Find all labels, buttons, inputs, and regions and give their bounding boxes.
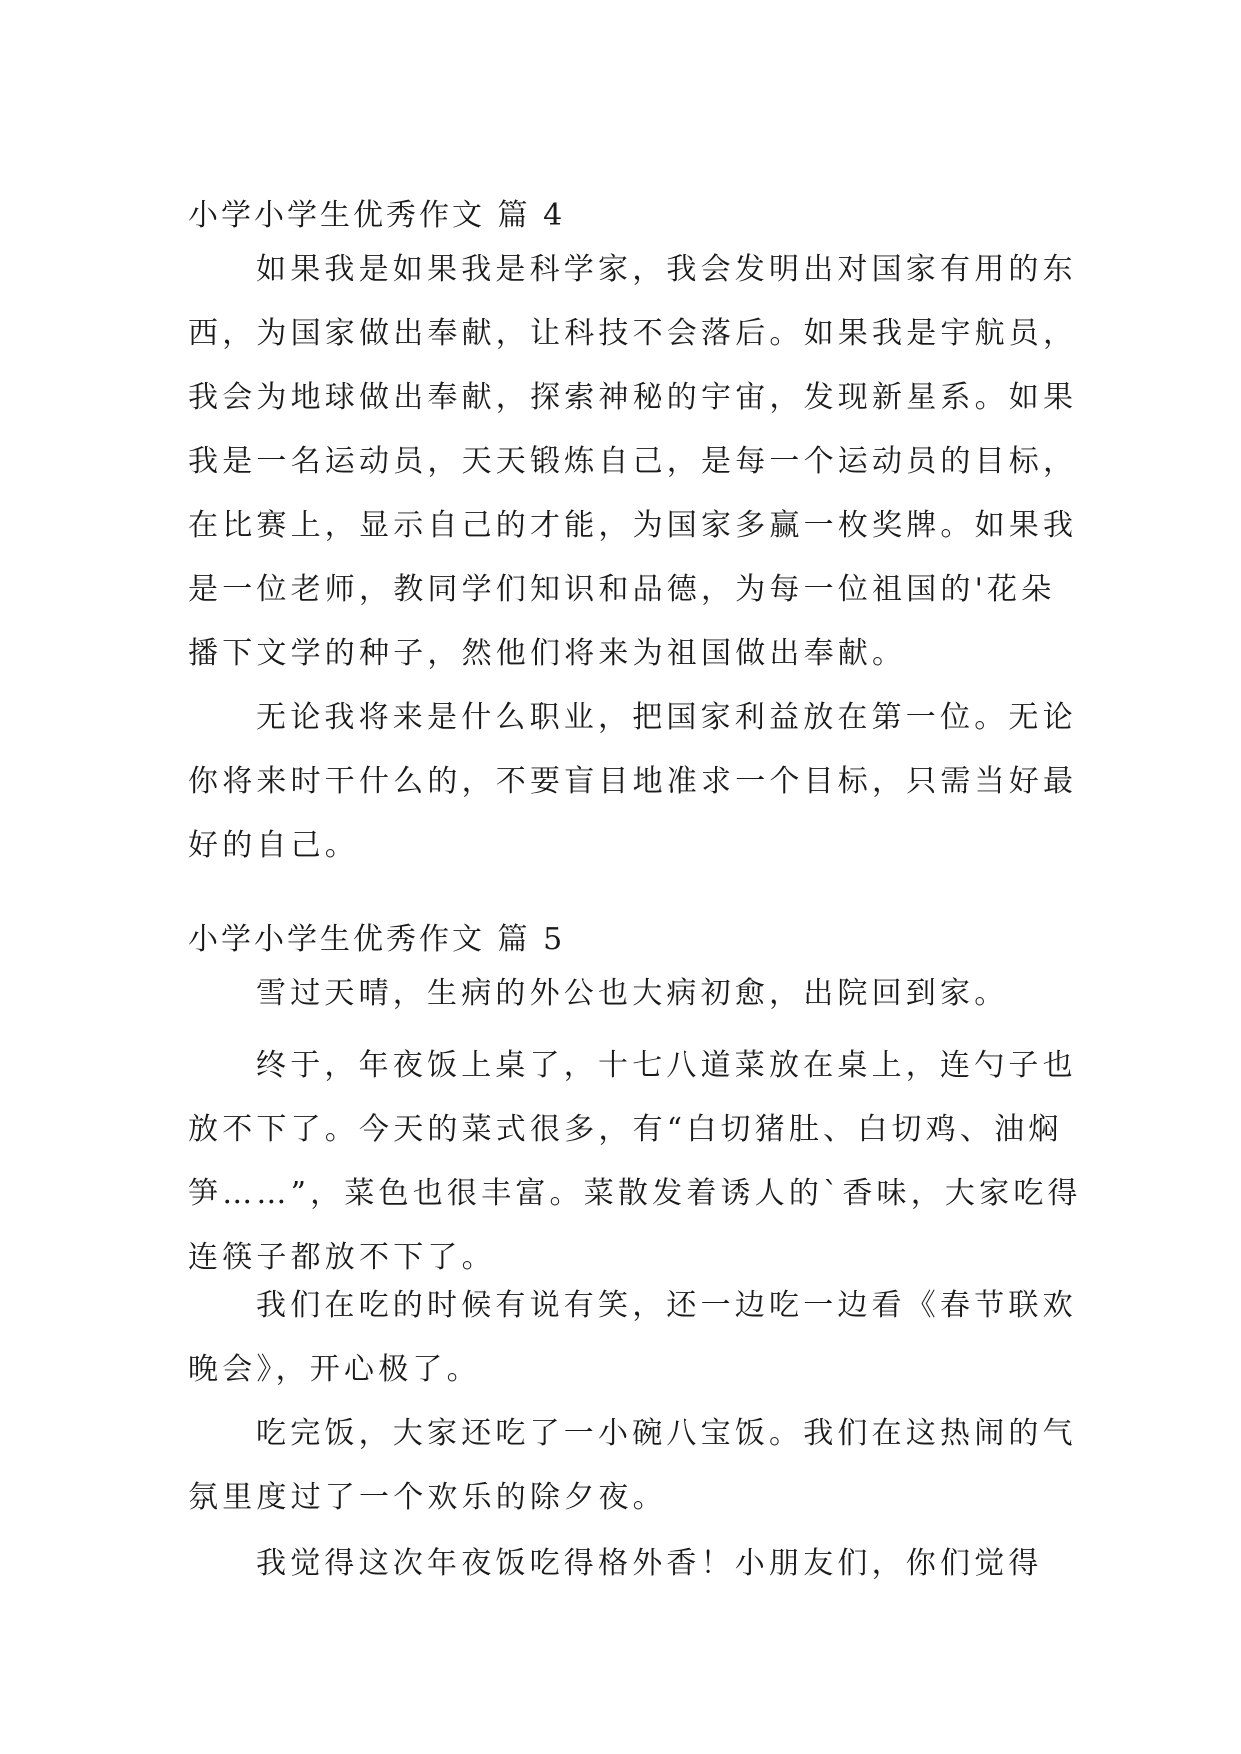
text-line: 我们在吃的时候有说有笑，还一边吃一边看《春节联欢 [256, 1288, 1077, 1323]
paragraph [188, 1274, 1077, 1402]
text-line: 播下文学的种子，然他们将来为祖国做出奉献。 [188, 636, 907, 671]
text-line: 晚会》，开心极了。 [188, 1352, 481, 1387]
text-line: 我会为地球做出奉献，探索神秘的宇宙，发现新星系。如果 [188, 380, 1078, 415]
text-line: 西，为国家做出奉献，让科技不会落后。如果我是宇航员， [188, 316, 1078, 351]
text-line: 在比赛上，显示自己的才能，为国家多赢一枚奖牌。如果我 [188, 508, 1078, 543]
text-line: 吃完饭，大家还吃了一小碗八宝饭。我们在这热闹的气 [256, 1416, 1077, 1451]
text-line: 无论我将来是什么职业，把国家利益放在第一位。无论 [256, 700, 1077, 735]
text-line: 放不下了。今天的菜式很多，有“白切猪肚、白切鸡、油焖 [188, 1112, 1063, 1147]
text-line: 如果我是如果我是科学家，我会发明出对国家有用的东 [256, 252, 1077, 287]
text-line: 终于，年夜饭上桌了，十七八道菜放在桌上，连勺子也 [256, 1048, 1077, 1083]
text-line: 连筷子都放不下了。 [188, 1240, 496, 1275]
text-line: 雪过天晴，生病的外公也大病初愈，出院回到家。 [256, 976, 1009, 1011]
paragraph [188, 1402, 1077, 1530]
section-title: 小学小学生优秀作文 篇 4 [188, 198, 566, 233]
text-line: 氛里度过了一个欢乐的除夕夜。 [188, 1480, 667, 1515]
text-line: 我是一名运动员，天天锻炼自己，是每一个运动员的目标， [188, 444, 1078, 479]
paragraph [188, 1532, 1058, 1596]
text-line: 好的自己。 [188, 828, 359, 863]
paragraph [188, 1034, 1082, 1290]
text-line: 我觉得这次年夜饭吃得格外香！小朋友们，你们觉得 [256, 1546, 1043, 1581]
paragraph [188, 962, 1058, 1026]
text-line: 你将来时干什么的，不要盲目地准求一个目标，只需当好最 [188, 764, 1078, 799]
text-line: 是一位老师，教同学们知识和品德，为每一位祖国的'花朵 [188, 572, 1056, 607]
text-line: 笋……”，菜色也很丰富。菜散发着诱人的`香味，大家吃得 [188, 1176, 1082, 1211]
paragraph [188, 238, 1078, 686]
section-title: 小学小学生优秀作文 篇 5 [188, 922, 566, 957]
paragraph [188, 686, 1078, 878]
